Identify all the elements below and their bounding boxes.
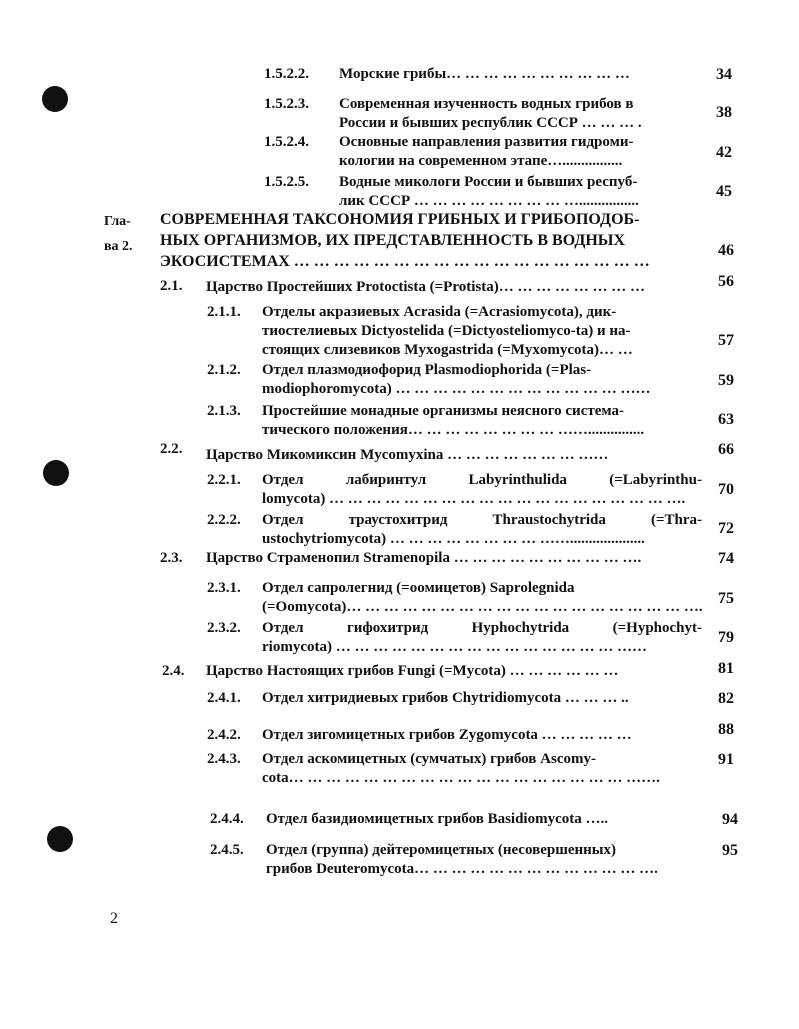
- toc-page: 70: [718, 481, 734, 498]
- toc-title: Отдел (группа) дейтеромицетных (несовершенных): [266, 842, 617, 858]
- toc-page: 82: [718, 690, 734, 707]
- toc-title: ustochytriomycota) … … … … … … … … ……....................: [262, 531, 645, 547]
- toc-number: 1.5.2.2.: [264, 66, 309, 82]
- toc-page: 75: [718, 590, 734, 607]
- toc-page: 79: [718, 629, 734, 646]
- toc-number: 2.3.1.: [207, 580, 241, 596]
- toc-title: Отдел зигомицетных грибов Zygomycota … … … … …: [262, 727, 632, 743]
- toc-title: riomycota) … … … … … … … … … … … … … … … ……: [262, 639, 647, 655]
- chapter-title: СОВРЕМЕННАЯ ТАКСОНОМИЯ ГРИБНЫХ И ГРИБОПОДОБ-: [160, 211, 640, 228]
- toc-title: Отдел аскомицетных (сумчатых) грибов Ascomy-: [262, 751, 596, 767]
- toc-page: 88: [718, 721, 734, 738]
- chapter-label: ва 2.: [104, 239, 133, 254]
- toc-number: 2.3.: [160, 550, 183, 566]
- toc-number: 1.5.2.3.: [264, 96, 309, 112]
- chapter-label: Гла-: [104, 214, 131, 229]
- toc-page: 74: [718, 550, 734, 567]
- toc-title: Простейшие монадные организмы неясного система-: [262, 403, 624, 419]
- toc-page: 56: [718, 273, 734, 290]
- toc-number: 2.2.1.: [207, 472, 241, 488]
- toc-title: (=Oomycota)… … … … … … … … … … … … … … … … … … ….: [262, 599, 703, 615]
- toc-title: Водные микологи России и бывших респуб-: [339, 174, 638, 190]
- chapter-title: НЫХ ОРГАНИЗМОВ, ИХ ПРЕДСТАВЛЕННОСТЬ В ВОДНЫХ: [160, 232, 626, 249]
- toc-number: 2.4.4.: [210, 811, 244, 827]
- toc-number: 2.3.2.: [207, 620, 241, 636]
- toc-title: России и бывших республик СССР … … … .: [339, 115, 642, 131]
- toc-page: 38: [716, 104, 732, 121]
- toc-title: стоящих слизевиков Myxogastrida (=Myxomycota)… …: [262, 342, 633, 358]
- toc-number: 2.4.1.: [207, 690, 241, 706]
- toc-title: Морские грибы… … … … … … … … … …: [339, 66, 630, 82]
- toc-title: Отдел хитридиевых грибов Chytridiomycota … … … ..: [262, 690, 629, 706]
- binder-hole-mark: [47, 826, 73, 852]
- toc-page: 72: [718, 520, 734, 537]
- toc-page: 59: [718, 372, 734, 389]
- toc-page: 95: [722, 842, 738, 859]
- toc-number: 2.1.3.: [207, 403, 241, 419]
- toc-number: 2.4.: [162, 663, 185, 679]
- toc-page: 57: [718, 332, 734, 349]
- toc-title: Царство Страменопил Stramenopila … … … … … … … … … ….: [206, 550, 642, 566]
- toc-title: кологии на современном этапе…................: [339, 153, 623, 169]
- chapter-title: ЭКОСИСТЕМАХ … … … … … … … … … … … … … … … … … …: [160, 253, 650, 270]
- toc-page: 45: [716, 183, 732, 200]
- toc-page: 63: [718, 411, 734, 428]
- toc-title: Отдел лабиринтул Labyrinthulida (=Labyrinthu-: [262, 472, 702, 488]
- toc-title: Отдел плазмодиофорид Plasmodiophorida (=Plas-: [262, 362, 592, 378]
- toc-title: грибов Deuteromycota… … … … … … … … … … … … ….: [266, 861, 658, 877]
- toc-title: Отделы акразиевых Acrasida (=Acrasiomycota), дик-: [262, 304, 617, 320]
- binder-hole-mark: [42, 86, 68, 112]
- toc-page: 66: [718, 441, 734, 458]
- toc-title: Основные направления развития гидроми-: [339, 134, 634, 150]
- toc-page: 94: [722, 811, 738, 828]
- toc-title: тического положения… … … … … … … … ……...............: [262, 422, 645, 438]
- toc-number: 2.1.1.: [207, 304, 241, 320]
- binder-hole-mark: [43, 460, 69, 486]
- toc-title: Отдел базидиомицетных грибов Basidiomycota …..: [266, 811, 608, 827]
- toc-number: 2.4.2.: [207, 727, 241, 743]
- toc-title: lomycota) … … … … … … … … … … … … … … … … … … ….: [262, 491, 686, 507]
- toc-number: 2.2.2.: [207, 512, 241, 528]
- toc-title: Отдел траустохитрид Thraustochytrida (=Thra-: [262, 512, 702, 528]
- toc-title: Отдел гифохитрид Hyphochytrida (=Hyphochyt-: [262, 620, 702, 636]
- toc-page: 81: [718, 660, 734, 677]
- toc-page: 46: [718, 242, 734, 259]
- page-number: 2: [110, 910, 118, 927]
- toc-title: cota… … … … … … … … … … … … … … … … … … …….: [262, 770, 660, 786]
- toc-title: лик СССР … … … … … … … … …................: [339, 193, 639, 209]
- toc-title: Царство Микомиксин Mycomyxina … … … … … … … ……: [206, 447, 609, 463]
- toc-title: Отдел сапролегнид (=оомицетов) Saprolegnida: [262, 580, 575, 596]
- toc-title: Современная изученность водных грибов в: [339, 96, 634, 112]
- toc-number: 1.5.2.4.: [264, 134, 309, 150]
- toc-page: 91: [718, 751, 734, 768]
- toc-number: 2.1.2.: [207, 362, 241, 378]
- toc-number: 2.4.5.: [210, 842, 244, 858]
- toc-page: 42: [716, 144, 732, 161]
- toc-page: 34: [716, 66, 732, 83]
- toc-title: modiophoromycota) … … … … … … … … … … … … ……: [262, 381, 651, 397]
- toc-number: 2.2.: [160, 441, 183, 457]
- toc-title: тиостелиевых Dictyostelida (=Dictyosteliomyco-ta) и на-: [262, 323, 631, 339]
- toc-title: Царство Настоящих грибов Fungi (=Mycota) … … … … … …: [206, 663, 619, 679]
- toc-title: Царство Простейших Protoctista (=Protista)… … … … … … … …: [206, 279, 645, 295]
- toc-number: 1.5.2.5.: [264, 174, 309, 190]
- toc-number: 2.1.: [160, 278, 183, 294]
- toc-number: 2.4.3.: [207, 751, 241, 767]
